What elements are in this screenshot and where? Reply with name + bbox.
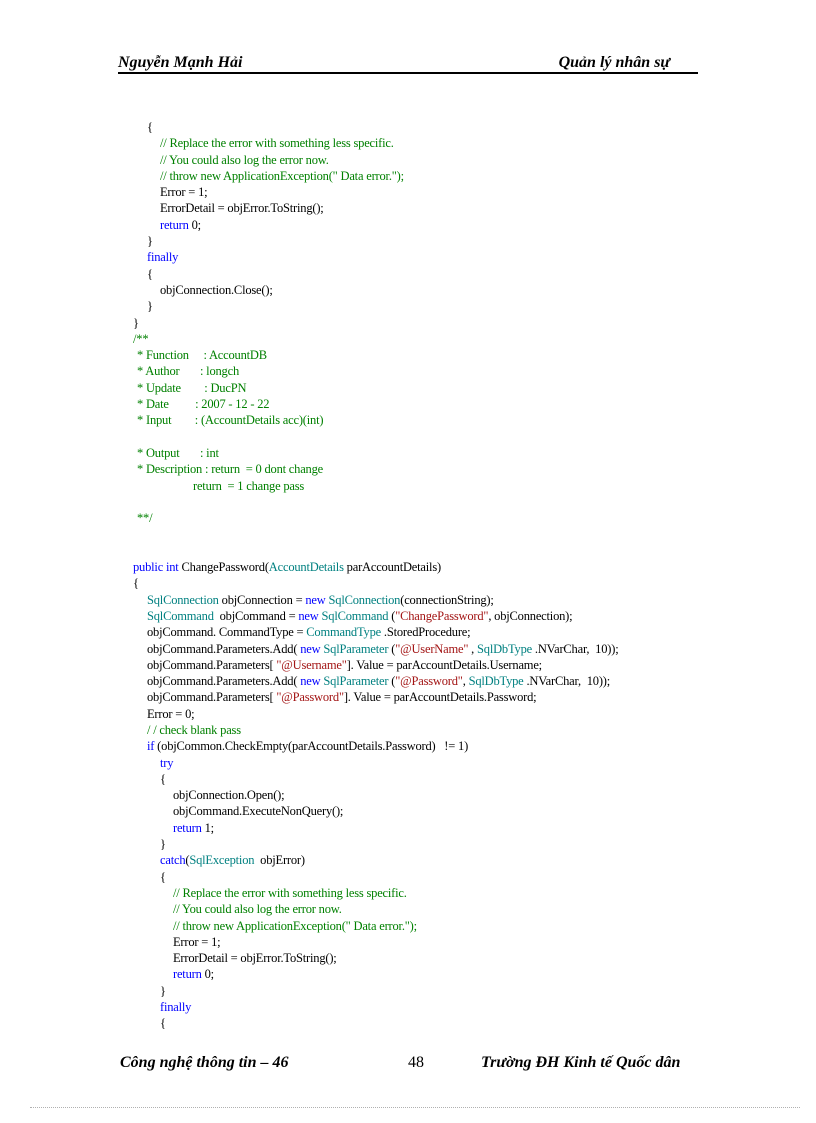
code-token: (connectionString); xyxy=(400,592,494,607)
code-token: * Function : AccountDB xyxy=(137,348,267,363)
code-token: Error = 1; xyxy=(160,185,208,200)
code-token: SqlConnection xyxy=(147,592,219,607)
code-line xyxy=(0,722,816,738)
code-token: ]. Value = parAccountDetails.Password; xyxy=(343,690,537,705)
code-token: "@Username" xyxy=(276,657,347,672)
code-line xyxy=(0,152,816,168)
code-token: catch xyxy=(160,853,186,868)
code-token: new xyxy=(305,592,326,607)
code-token: ( xyxy=(388,674,396,689)
code-token: { xyxy=(160,1016,166,1031)
code-token: objConnection.Open(); xyxy=(173,788,285,803)
code-line xyxy=(0,249,816,265)
code-token: , objConnection); xyxy=(488,608,573,623)
code-line xyxy=(0,918,816,934)
code-line xyxy=(0,755,816,771)
code-line xyxy=(0,950,816,966)
code-token: ]. Value = parAccountDetails.Username; xyxy=(346,657,542,672)
code-token: SqlDbType xyxy=(477,641,532,656)
code-line xyxy=(0,738,816,754)
code-line xyxy=(0,934,816,950)
code-token: "@UserName" xyxy=(395,641,469,656)
code-line xyxy=(0,445,816,461)
code-token: /** xyxy=(133,331,149,346)
code-token: SqlCommand xyxy=(321,608,389,623)
code-token: return = 1 change pass xyxy=(193,478,305,493)
code-token: { xyxy=(133,576,139,591)
code-line xyxy=(0,233,816,249)
bottom-dotted-rule xyxy=(30,1107,800,1108)
code-token: { xyxy=(160,869,166,884)
code-token: 0; xyxy=(201,967,214,982)
code-token: * Date : 2007 - 12 - 22 xyxy=(137,397,270,412)
code-token: SqlParameter xyxy=(323,641,389,656)
code-line xyxy=(0,510,816,526)
code-token: ErrorDetail = objError.ToString(); xyxy=(173,951,337,966)
code-token: objCommand.Parameters[ xyxy=(147,657,277,672)
code-token: // You could also log the error now. xyxy=(173,902,342,917)
code-line xyxy=(0,999,816,1015)
code-token: objConnection = xyxy=(218,592,306,607)
code-line xyxy=(0,363,816,379)
code-token: SqlCommand xyxy=(147,608,214,623)
code-token: / / check blank pass xyxy=(147,722,241,737)
code-line xyxy=(0,641,816,657)
code-line xyxy=(0,966,816,982)
footer-left: Công nghệ thông tin – 46 xyxy=(120,1054,289,1071)
code-token: * Update : DucPN xyxy=(137,380,247,395)
code-token: return xyxy=(160,217,189,232)
code-token: ( xyxy=(388,641,396,656)
code-token: try xyxy=(160,755,174,770)
code-token: new xyxy=(300,641,321,656)
code-token: .NVarChar, 10)); xyxy=(531,641,619,656)
code-token: } xyxy=(160,983,166,998)
code-line xyxy=(0,217,816,233)
code-token: objCommand.Parameters[ xyxy=(147,690,277,705)
code-token: ErrorDetail = objError.ToString(); xyxy=(160,201,324,216)
code-token: new xyxy=(300,674,321,689)
code-line xyxy=(0,429,816,445)
code-line xyxy=(0,803,816,819)
code-token: Error = 1; xyxy=(173,934,221,949)
code-token: objCommand = xyxy=(213,608,299,623)
code-token: SqlDbType xyxy=(468,674,524,689)
code-line xyxy=(0,673,816,689)
code-token: return xyxy=(173,967,202,982)
code-line xyxy=(0,657,816,673)
code-token: SqlParameter xyxy=(323,674,389,689)
code-line xyxy=(0,575,816,591)
code-line xyxy=(0,380,816,396)
code-token: // Replace the error with something less specific. xyxy=(160,136,394,151)
page-header xyxy=(118,50,698,74)
code-line xyxy=(0,1015,816,1031)
code-token: finally xyxy=(160,1000,192,1015)
code-line xyxy=(0,706,816,722)
code-token: // throw new ApplicationException(" Data error."); xyxy=(160,168,404,183)
code-token: { xyxy=(147,266,153,281)
code-listing xyxy=(0,119,816,1032)
code-line xyxy=(0,461,816,477)
code-token: objCommand.Parameters.Add( xyxy=(147,641,301,656)
code-token: .StoredProcedure; xyxy=(381,625,471,640)
code-line xyxy=(0,820,816,836)
code-line xyxy=(0,608,816,624)
page-footer xyxy=(118,1054,698,1074)
code-token: "@Password" xyxy=(276,690,344,705)
code-line xyxy=(0,836,816,852)
code-token: SqlException xyxy=(189,853,255,868)
code-token: new xyxy=(298,608,319,623)
code-token: "ChangePassword" xyxy=(395,608,489,623)
code-line xyxy=(0,543,816,559)
code-token: ( xyxy=(388,608,396,623)
code-token: if xyxy=(147,739,155,754)
code-line xyxy=(0,592,816,608)
code-token: int xyxy=(165,560,179,575)
code-token: } xyxy=(147,299,153,314)
code-line xyxy=(0,526,816,542)
code-token: 1; xyxy=(201,820,214,835)
code-line xyxy=(0,983,816,999)
code-line xyxy=(0,135,816,151)
code-line xyxy=(0,266,816,282)
code-token: SqlConnection xyxy=(328,592,401,607)
code-line xyxy=(0,168,816,184)
code-token: **/ xyxy=(137,511,153,526)
code-line xyxy=(0,852,816,868)
code-token: } xyxy=(133,315,139,330)
code-token: } xyxy=(147,234,153,249)
code-line xyxy=(0,494,816,510)
code-token: ChangePassword( xyxy=(178,560,269,575)
code-token: CommandType xyxy=(306,625,381,640)
code-line xyxy=(0,901,816,917)
code-line xyxy=(0,184,816,200)
code-token: * Author : longch xyxy=(137,364,239,379)
code-token: objConnection.Close(); xyxy=(160,282,273,297)
code-token: public xyxy=(133,560,164,575)
code-token: // Replace the error with something less specific. xyxy=(173,885,407,900)
code-token: // throw new ApplicationException(" Data error."); xyxy=(173,918,417,933)
code-token: Error = 0; xyxy=(147,706,195,721)
header-rule xyxy=(118,72,698,74)
code-token: // You could also log the error now. xyxy=(160,152,329,167)
code-line xyxy=(0,347,816,363)
code-line xyxy=(0,331,816,347)
code-line xyxy=(0,869,816,885)
code-token: objCommand.ExecuteNonQuery(); xyxy=(173,804,344,819)
code-line xyxy=(0,282,816,298)
code-token: { xyxy=(160,771,166,786)
code-line xyxy=(0,787,816,803)
code-line xyxy=(0,885,816,901)
code-token: AccountDetails xyxy=(268,560,344,575)
code-token: (objCommon.CheckEmpty(parAccountDetails.Password) != 1) xyxy=(154,739,469,754)
code-token: * Output : int xyxy=(137,445,219,460)
code-line xyxy=(0,689,816,705)
code-line xyxy=(0,624,816,640)
code-token: * Description : return = 0 dont change xyxy=(137,462,324,477)
page-number: 48 xyxy=(408,1054,424,1071)
code-token: ( xyxy=(185,853,190,868)
code-line xyxy=(0,119,816,135)
code-token: , xyxy=(462,674,469,689)
code-line xyxy=(0,315,816,331)
code-line xyxy=(0,559,816,575)
code-line xyxy=(0,412,816,428)
code-line xyxy=(0,771,816,787)
code-token: return xyxy=(173,820,202,835)
code-token: finally xyxy=(147,250,179,265)
code-token: objError) xyxy=(254,853,305,868)
code-token: parAccountDetails) xyxy=(343,560,441,575)
code-token: objCommand.Parameters.Add( xyxy=(147,674,301,689)
code-line xyxy=(0,396,816,412)
code-token: .NVarChar, 10)); xyxy=(523,674,611,689)
code-token: { xyxy=(147,120,153,134)
header-title: Quản lý nhân sự xyxy=(558,54,670,71)
header-author: Nguyễn Mạnh Hải xyxy=(118,54,243,71)
code-line xyxy=(0,478,816,494)
code-token: , xyxy=(468,641,478,656)
footer-right: Trường ĐH Kinh tế Quốc dân xyxy=(481,1054,681,1071)
code-token: * Input : (AccountDetails acc)(int) xyxy=(137,413,324,428)
code-token: "@Password" xyxy=(395,674,463,689)
code-token: } xyxy=(160,837,166,852)
code-line xyxy=(0,298,816,314)
code-token: objCommand. CommandType = xyxy=(147,625,307,640)
code-token: 0; xyxy=(188,217,201,232)
code-line xyxy=(0,200,816,216)
